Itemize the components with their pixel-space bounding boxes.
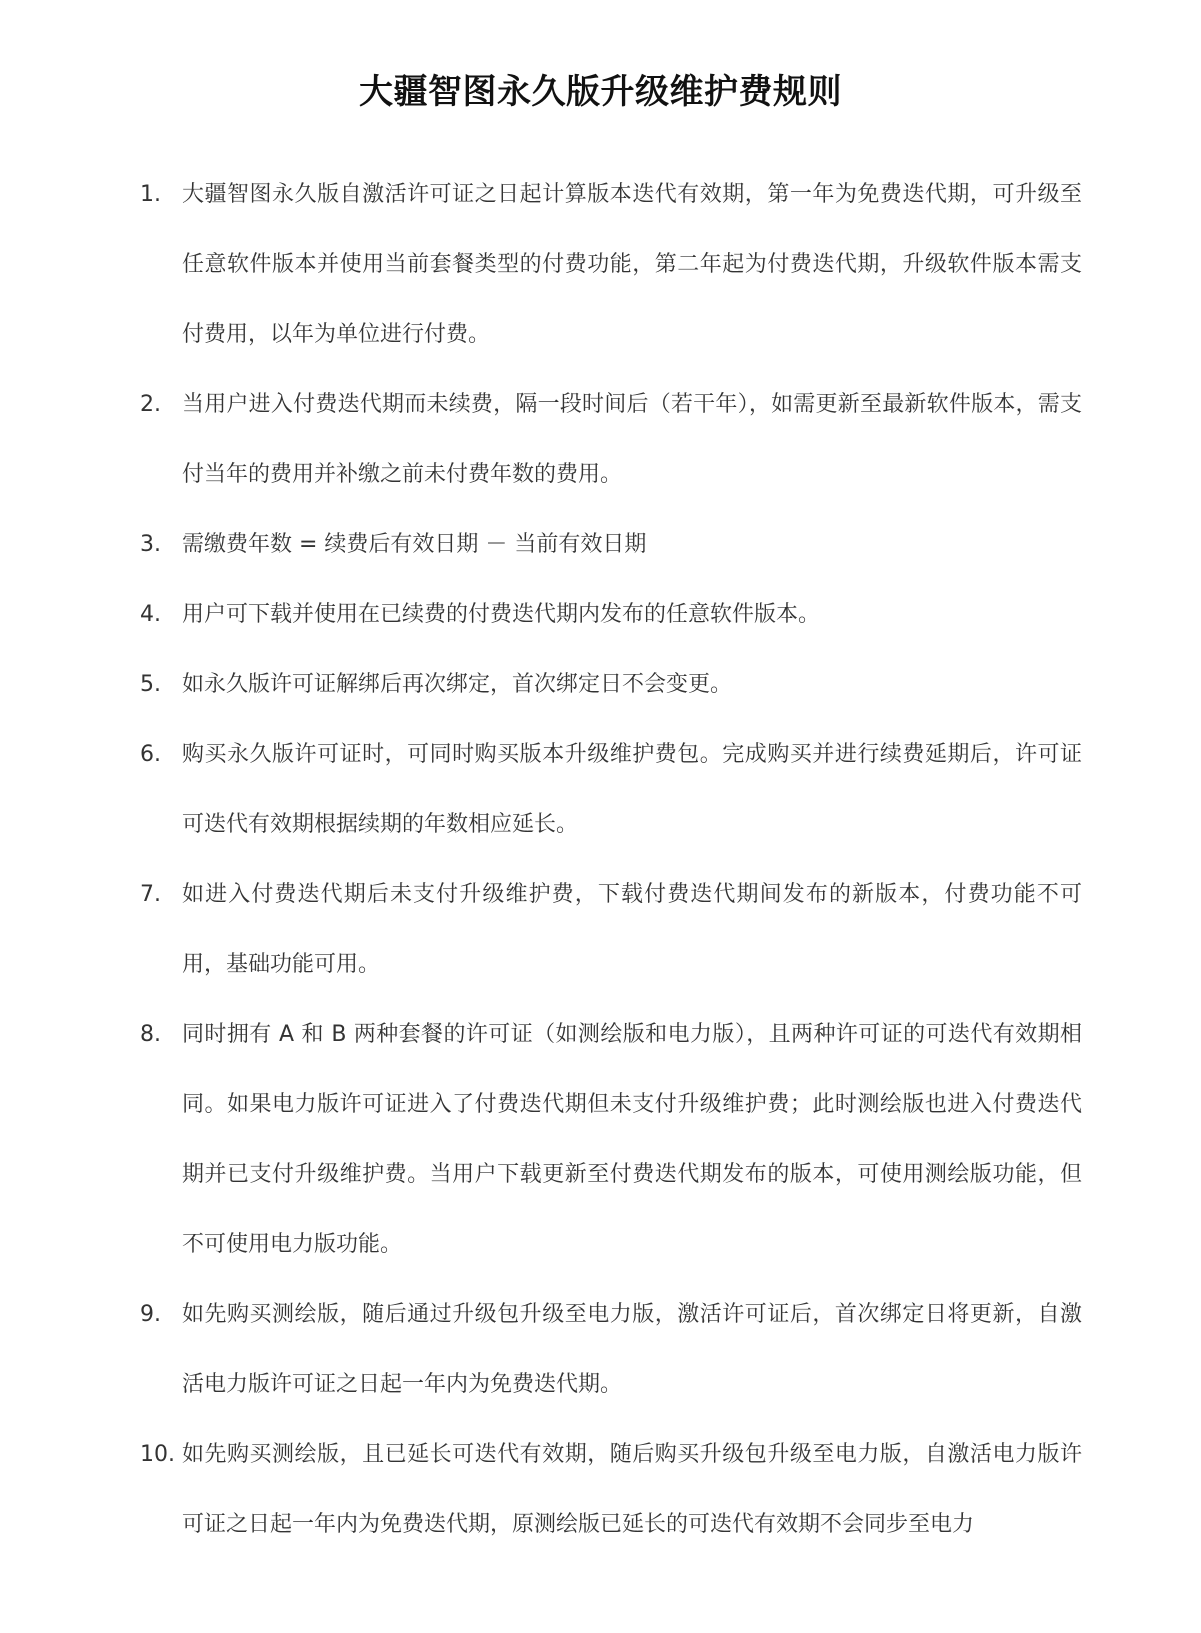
rule-item-6	[0, 720, 1201, 860]
rule-number: 2.	[140, 392, 161, 417]
rule-item-7	[0, 860, 1201, 1000]
rule-item-2	[0, 370, 1201, 510]
rule-item-8	[0, 1000, 1201, 1280]
rule-text: 大疆智图永久版自激活许可证之日起计算版本迭代有效期，第一年为免费迭代期，可升级至任意软件版本并使用当前套餐类型的付费功能，第二年起为付费迭代期，升级软件版本需支付费用，以年为单位进行付费。	[182, 182, 1082, 347]
rule-text: 购买永久版许可证时，可同时购买版本升级维护费包。完成购买并进行续费延期后，许可证可迭代有效期根据续期的年数相应延长。	[182, 742, 1082, 837]
rule-number: 6.	[140, 742, 161, 767]
document-title: 大疆智图永久版升级维护费规则	[359, 72, 842, 112]
rule-item-1	[0, 160, 1201, 370]
rule-text: 如先购买测绘版，随后通过升级包升级至电力版，激活许可证后，首次绑定日将更新，自激活电力版许可证之日起一年内为免费迭代期。	[182, 1302, 1082, 1397]
rule-text: 同时拥有 A 和 B 两种套餐的许可证（如测绘版和电力版），且两种许可证的可迭代有效期相同。如果电力版许可证进入了付费迭代期但未支付升级维护费；此时测绘版也进入付费迭代期并已支付升级维护费。当用户下载更新至付费迭代期发布的版本，可使用测绘版功能，但不可使用电力版功能。	[182, 1022, 1082, 1257]
rule-number: 8.	[140, 1022, 161, 1047]
rule-number: 4.	[140, 602, 161, 627]
rule-item-3	[0, 510, 1201, 580]
rule-item-10	[0, 1420, 1201, 1560]
rule-number: 1.	[140, 182, 161, 207]
rule-number: 9.	[140, 1302, 161, 1327]
rule-number: 7.	[140, 882, 161, 907]
rule-number: 3.	[140, 532, 161, 557]
rule-text: 需缴费年数 = 续费后有效日期 － 当前有效日期	[182, 532, 647, 557]
rule-item-9	[0, 1280, 1201, 1420]
rule-text: 当用户进入付费迭代期而未续费，隔一段时间后（若干年），如需更新至最新软件版本，需支付当年的费用并补缴之前未付费年数的费用。	[182, 392, 1082, 487]
rule-text: 如永久版许可证解绑后再次绑定，首次绑定日不会变更。	[182, 672, 733, 697]
rule-text: 用户可下载并使用在已续费的付费迭代期内发布的任意软件版本。	[182, 602, 821, 627]
rule-number: 10.	[140, 1442, 175, 1467]
rule-item-5	[0, 650, 1201, 720]
rule-number: 5.	[140, 672, 161, 697]
rules-list	[0, 160, 1201, 1560]
rule-text: 如进入付费迭代期后未支付升级维护费，下载付费迭代期间发布的新版本，付费功能不可用，基础功能可用。	[182, 882, 1082, 977]
rule-text: 如先购买测绘版，且已延长可迭代有效期，随后购买升级包升级至电力版，自激活电力版许可证之日起一年内为免费迭代期，原测绘版已延长的可迭代有效期不会同步至电力	[182, 1442, 1082, 1537]
rule-item-4	[0, 580, 1201, 650]
